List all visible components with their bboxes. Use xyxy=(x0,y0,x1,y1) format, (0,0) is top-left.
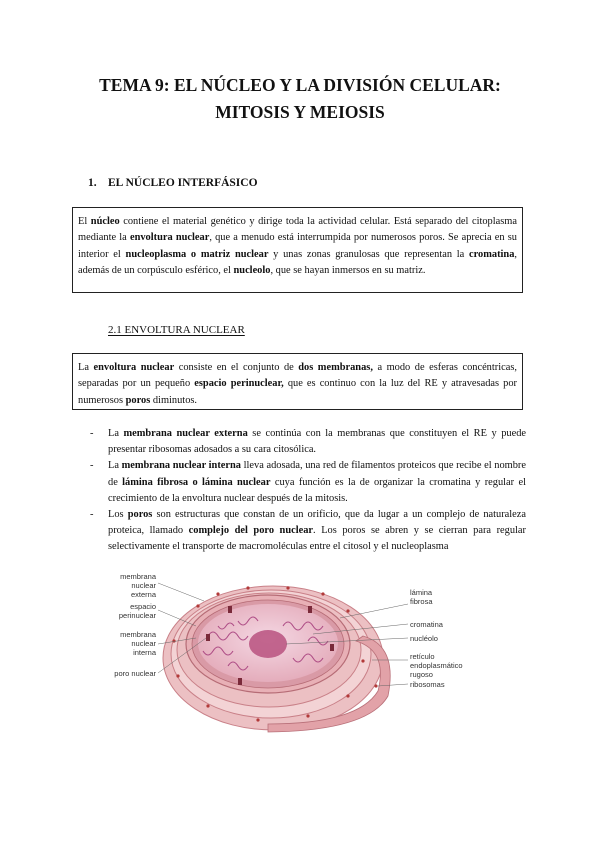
label-membrana-externa: membrana xyxy=(120,572,156,581)
term: poros xyxy=(127,509,153,521)
text-run: , que a menudo está interrumpida por numerosos poros. Se aprecia en su interior el xyxy=(78,232,517,260)
term-cromatina: cromatina xyxy=(468,248,515,260)
label-espacio-perinuclear: espacio xyxy=(130,602,156,611)
label-membrana-externa: nuclear xyxy=(131,581,156,590)
list-item-text xyxy=(108,507,526,556)
label-membrana-interna: membrana xyxy=(120,630,156,639)
bullet-list xyxy=(90,426,526,556)
term: membrana nuclear externa xyxy=(123,428,248,439)
section-2-1-heading: 2.1 ENVOLTURA NUCLEAR xyxy=(108,324,245,336)
term: membrana nuclear interna xyxy=(121,460,241,472)
section-1-heading xyxy=(88,177,258,189)
label-poro-nuclear: poro nuclear xyxy=(114,669,156,678)
label-lamina-fibrosa: lámina xyxy=(410,588,433,597)
label-cromatina: cromatina xyxy=(410,620,443,629)
text-run: . Los poros se abren y se cierran para regular selectivamente el transporte de macromoléculas entre el citosol y el nucleoplasma xyxy=(108,525,526,553)
bullet-dash: - xyxy=(90,460,94,472)
label-lamina-fibrosa: fibrosa xyxy=(410,597,433,606)
label-membrana-interna: interna xyxy=(133,648,156,657)
term-nucleo: núcleo xyxy=(90,216,120,227)
text-run: consiste en el conjunto de xyxy=(174,362,299,373)
left-labels xyxy=(114,572,157,678)
title-line-1: TEMA 9: EL NÚCLEO Y LA DIVISIÓN CELULAR: xyxy=(99,75,501,95)
term: complejo del poro nuclear xyxy=(188,525,314,537)
page-title xyxy=(40,72,560,126)
text-run: La xyxy=(108,428,124,439)
label-nucleolo: nucléolo xyxy=(410,634,438,643)
right-labels xyxy=(410,588,463,689)
section-1-title: EL NÚCLEO INTERFÁSICO xyxy=(108,177,258,189)
label-reticulo: retículo xyxy=(410,652,435,661)
text-run: son estructuras que constan de un orificio, que da lugar a un complejo de naturaleza proteica, llamado xyxy=(108,509,526,537)
term-poros: poros xyxy=(125,394,151,406)
term: lámina fibrosa o lámina nuclear xyxy=(122,476,271,488)
label-reticulo: endoplasmático xyxy=(410,661,463,670)
text-run: Los xyxy=(108,509,128,521)
text-run: La xyxy=(78,362,94,373)
list-item-text xyxy=(108,426,526,458)
label-espacio-perinuclear: perinuclear xyxy=(118,611,156,620)
nucleolus xyxy=(249,630,287,658)
text-run: a modo de esferas concéntricas, separadas por un pequeño xyxy=(78,362,517,390)
text-run: El xyxy=(78,216,91,227)
text-run: cuya función es la de organizar la cromatina y regular el crecimiento de la envoltura nuclear después de la mitosis. xyxy=(108,476,526,504)
label-membrana-interna: nuclear xyxy=(131,639,156,648)
text-run: se continúa con la membranas que constituyen el RE y puede presentar ribosomas adosados a su cara citosólica. xyxy=(108,428,526,456)
text-run: que es continuo con la luz del RE y atravesadas por numerosos xyxy=(78,378,518,406)
text-run: contiene el material genético y dirige toda la actividad celular. Está separado del citoplasma mediante la xyxy=(78,216,517,244)
title-line-2: MITOSIS Y MEIOSIS xyxy=(215,102,385,122)
text-run: diminutos. xyxy=(150,394,198,406)
text-run: La xyxy=(108,460,122,472)
term-espacio-perinuclear: espacio perinuclear, xyxy=(194,378,284,390)
nucleus-illustration xyxy=(108,566,508,734)
label-membrana-externa: externa xyxy=(130,590,156,599)
label-reticulo: rugoso xyxy=(410,670,433,679)
label-ribosomas: ribosomas xyxy=(410,680,445,689)
bullet-dash: - xyxy=(90,428,94,439)
text-run: , además de un corpúsculo esférico, el xyxy=(78,248,517,276)
term-envoltura: envoltura nuclear xyxy=(93,362,175,373)
text-run: , que se hayan inmersos en su matriz. xyxy=(270,264,426,276)
text-run: y unas zonas granulosas que representan la xyxy=(268,248,469,260)
bullet-dash: - xyxy=(90,509,94,521)
nuclear-envelope-box xyxy=(72,353,523,410)
term-dos-membranas: dos membranas, xyxy=(298,362,373,373)
list-item-text xyxy=(108,458,526,507)
list-item xyxy=(90,458,526,507)
term-nucleolo: nucleolo xyxy=(233,264,271,276)
list-item xyxy=(90,426,526,458)
section-1-number: 1. xyxy=(88,177,97,189)
term-nucleoplasma: nucleoplasma o matriz nuclear xyxy=(125,248,269,260)
term-envoltura: envoltura nuclear xyxy=(129,232,210,244)
list-item xyxy=(90,507,526,556)
text-run: lleva adosada, una red de filamentos proteicos que recibe el nombre de xyxy=(108,460,526,488)
nucleus-definition-box xyxy=(72,207,523,293)
